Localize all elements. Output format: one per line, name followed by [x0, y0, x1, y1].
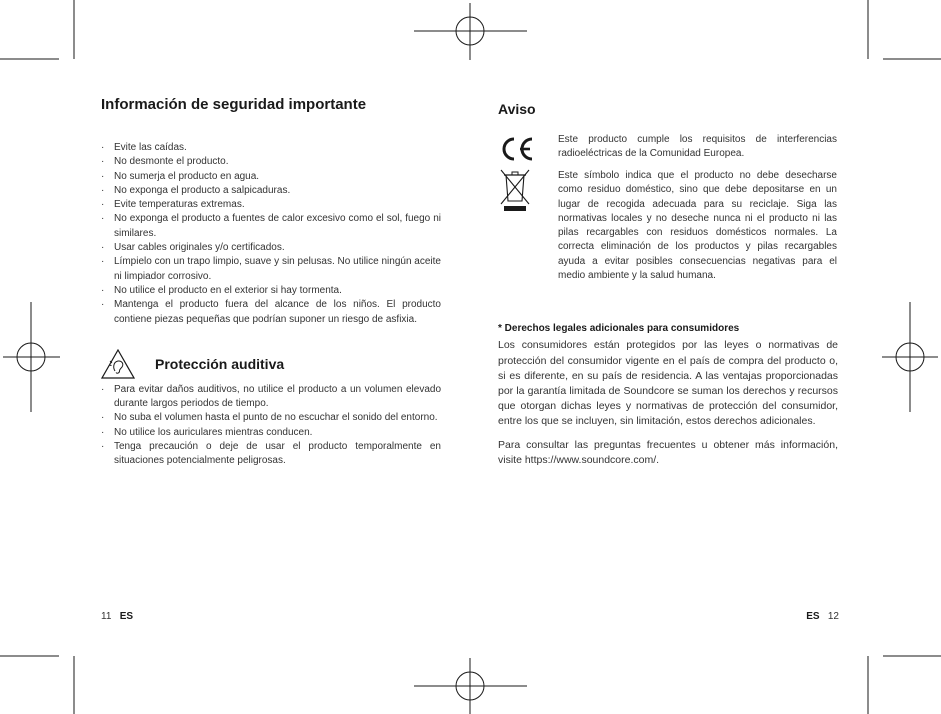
page-number: 12: [827, 611, 839, 622]
left-page: [101, 96, 441, 469]
safety-item: · No exponga el producto a salpicaduras.: [101, 184, 441, 198]
safety-item: · No utilice el producto en el exterior si hay tormenta.: [101, 284, 441, 298]
weee-text: Este símbolo indica que el producto no debe desecharse como residuo doméstico, sino que debe depositarse en un lugar de recogida adecuada para su reciclaje. Siga las normativas locales y no deseche nunca ni el producto ni las pilas recargables con residuos domésticos normales. La correcta eliminación de los productos y pilas recargables ayuda a evitar posibles consecuencias negativas para el medio ambiente y la salud humana.: [558, 170, 837, 282]
hearing-item: · Tenga precaución o deje de usar el producto temporalmente en situaciones potencialmente peligrosas.: [101, 440, 441, 469]
page-number: 11: [101, 611, 112, 622]
safety-item: · Mantenga el producto fuera del alcance de los niños. El producto contiene piezas pequeñas que podrían suponer un riesgo de asfixia.: [101, 298, 441, 327]
hearing-warning-icon: [101, 349, 135, 379]
language-code: ES: [119, 611, 134, 622]
page-number-right: [806, 611, 839, 622]
legal-rights-text: Los consumidores están protegidos por las leyes o normativas de protección del consumidor vigente en el país de compra del producto o, si es diferente, en su país de residencia. A las ventajas proporcionadas por la garantía limitada de Soundcore se suman los derechos y recursos que otorgan dichas leyes y normativas de protección del consumidor, entre los que se incluyen, sin limitación, estos derechos adicionales.: [498, 339, 838, 428]
safety-list: [101, 141, 441, 327]
language-code: ES: [806, 611, 820, 622]
hearing-item: · No utilice los auriculares mientras conducen.: [101, 426, 441, 440]
hearing-item: · Para evitar daños auditivos, no utilice el producto a un volumen elevado durante largos periodos de tiempo.: [101, 383, 441, 412]
safety-item: · No sumerja el producto en agua.: [101, 170, 441, 184]
hearing-item: · No suba el volumen hasta el punto de no escuchar el sonido del entorno.: [101, 411, 441, 425]
notice-title: Aviso: [498, 101, 536, 117]
safety-item: · Límpielo con un trapo limpio, suave y sin pelusas. No utilice ningún aceite ni limpiador corrosivo.: [101, 255, 441, 284]
faq-text: Para consultar las preguntas frecuentes u obtener más información, visite https://www.soundcore.com/.: [498, 438, 838, 466]
page-number-left: [101, 611, 133, 622]
safety-item: · No exponga el producto a fuentes de calor excesivo como el sol, fuego ni similares.: [101, 212, 441, 241]
safety-item: · No desmonte el producto.: [101, 155, 441, 169]
safety-item: · Evite temperaturas extremas.: [101, 198, 441, 212]
safety-title: Información de seguridad importante: [101, 96, 367, 113]
safety-item: · Evite las caídas.: [101, 141, 441, 155]
legal-rights-title: * Derechos legales adicionales para consumidores: [498, 323, 740, 335]
crossed-bin-icon: [498, 169, 534, 213]
ce-text: Este producto cumple los requisitos de interferencias radioeléctricas de la Comunidad Europea.: [558, 134, 837, 160]
safety-item: · Usar cables originales y/o certificados.: [101, 241, 441, 255]
hearing-title: Protección auditiva: [155, 355, 285, 372]
hearing-section-header: [101, 349, 441, 379]
hearing-list: [101, 383, 441, 469]
weee-notice: [498, 169, 838, 283]
ce-notice: [498, 133, 838, 163]
right-page: [498, 101, 838, 468]
ce-mark-icon: [498, 133, 534, 163]
